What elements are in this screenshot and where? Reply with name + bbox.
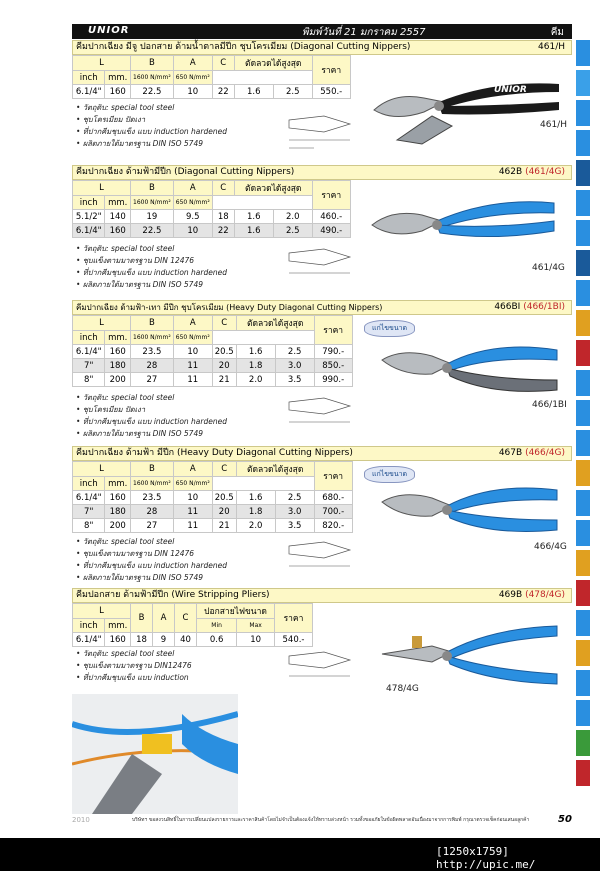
dimension-diagram <box>284 646 354 690</box>
side-tab <box>576 520 590 546</box>
side-tab <box>576 400 590 426</box>
product-code: 467B (466/4G) <box>498 448 565 458</box>
feature-notes: • วัตถุดิบ: special tool steel • ชุบแข็งตามมาตรฐาน DIN12476 • ที่ปากคีมชุบแข็ง แบบ induction <box>76 648 192 684</box>
print-date: พิมพ์วันที่ 21 มกราคม 2557 <box>302 27 426 38</box>
pliers-461h-head-image <box>392 110 472 150</box>
spec-table: L B A C ตัดลวดได้สูงสุด ราคา inch mm. 1600 N/mm² 650 N/mm² 6.1/4" 160 23.5 10 20.5 1.6 2.5 680.- 7" 180 28 11 20 1.8 3.0 700.- 8" 200 27 11 21 2.0 3.5 820.- <box>72 461 353 533</box>
side-tab <box>576 160 590 186</box>
size-revised-badge: แก่ไขขนาด <box>364 320 415 337</box>
col-l: L <box>73 56 131 71</box>
side-tab <box>576 70 590 96</box>
side-tab <box>576 340 590 366</box>
dimension-diagram <box>284 392 354 432</box>
dimension-diagram <box>284 110 354 154</box>
side-tab <box>576 670 590 696</box>
side-tab <box>576 610 590 636</box>
side-tab <box>576 130 590 156</box>
unior-logo: UNIOR <box>88 25 130 36</box>
price-cell: 990.- <box>314 373 352 387</box>
product-section-462b <box>72 165 572 295</box>
col-mm: mm. <box>105 71 131 85</box>
pliers-466-4g-image <box>372 476 562 546</box>
section-header <box>72 588 572 603</box>
price-cell: 700.- <box>314 505 352 519</box>
product-code: 462B (461/4G) <box>498 167 565 177</box>
price-cell: 790.- <box>314 345 352 359</box>
spec-table: L B A C ตัดลวดได้สูงสุด ราคา inch mm. 1600 N/mm² 650 N/mm² 5.1/2" 140 19 9.5 18 1.6 2.0 460.- 6.1/4" 160 22.5 10 22 1.6 2.5 490.- <box>72 180 351 238</box>
side-tab <box>576 640 590 666</box>
wire-stripper-478-4g-image <box>372 608 562 692</box>
col-b: B <box>131 56 174 71</box>
section-title: คีมปากเฉียง ด้ามฟ้ามีปีก (Diagonal Cutting Nippers) <box>76 167 295 177</box>
side-tab <box>576 460 590 486</box>
product-code: 461/H <box>538 42 565 52</box>
product-section-461h <box>72 40 572 158</box>
dimension-diagram <box>284 243 354 283</box>
col-max-cut: ตัดลวดได้สูงสุด <box>234 56 312 71</box>
product-section-469b <box>72 588 572 692</box>
footer-disclaimer: บริษัทฯ ขอสงวนสิทธิ์ในการเปลี่ยนแปลงรายการและราคาสินค้าโดยไม่จำเป็นต้องแจ้งให้ทราบล่วงหน้า รวมทั้งขออภัยในข้อผิดพลาดอันเนื่องมาจากการพิมพ์ กรุณาตรวจเช็คก่อนเสนอลูกค้า <box>132 817 530 823</box>
col-a: A <box>173 56 212 71</box>
side-tab <box>576 370 590 396</box>
section-header <box>72 300 572 315</box>
side-tab <box>576 430 590 456</box>
side-tab <box>576 220 590 246</box>
side-tab <box>576 580 590 606</box>
price-cell: 460.- <box>312 210 350 224</box>
col-inch: inch <box>73 71 105 85</box>
header-bar <box>72 24 572 39</box>
section-title: คีมปอกสาย ด้ามฟ้ามีปีก (Wire Stripping Pliers) <box>76 590 270 600</box>
section-header <box>72 40 572 55</box>
spec-table: L B A C ตัดลวดได้สูงสุด ราคา inch mm. 1600 N/mm² 650 N/mm² 6.1/4" 160 23.5 10 20.5 1.6 2.5 790.- 7" 180 28 11 20 1.8 3.0 850.- 8" 200 27 11 21 2.0 3.5 990.- <box>72 315 353 387</box>
usage-photo <box>72 694 238 814</box>
col-1600: 1600 N/mm² <box>131 71 174 85</box>
price-cell: 550.- <box>312 85 350 99</box>
spec-table: L B A C ปอกสายไฟขนาด ราคา inch mm. Min Max 6.1/4" 160 18 9 40 0.6 10 540.- <box>72 603 313 647</box>
side-tab <box>576 760 590 786</box>
category-label: คีม <box>550 27 564 38</box>
pliers-461-4g-image <box>362 185 562 265</box>
product-section-466bi <box>72 300 572 440</box>
size-revised-badge: แก่ไขขนาด <box>364 466 415 483</box>
pliers-466-1bi-image <box>372 330 562 410</box>
side-tab <box>576 550 590 576</box>
side-tab <box>576 730 590 756</box>
product-caption: 478/4G <box>386 684 419 694</box>
dimension-diagram <box>284 536 354 576</box>
feature-notes: • วัตถุดิบ: special tool steel • ชุบโครเมียม ปัดเงา • ที่ปากคีมชุบแข็ง แบบ induction hardened • ผลิตภายใต้มาตรฐาน DIN ISO 5749 <box>76 392 227 440</box>
feature-notes: • วัตถุดิบ: special tool steel • ชุบแข็งตามมาตรฐาน DIN 12476 • ที่ปากคีมชุบแข็ง แบบ induction hardened • ผลิตภายใต้มาตรฐาน DIN ISO 5749 <box>76 243 227 291</box>
side-tab <box>576 40 590 66</box>
price-cell: 820.- <box>314 519 352 533</box>
price-cell: 490.- <box>312 224 350 238</box>
page-number: 50 <box>558 814 572 825</box>
section-header <box>72 165 572 180</box>
spec-table: L B A C ตัดลวดได้สูงสุด ราคา inch mm. 1600 N/mm² 650 N/mm² 6.1/4" 160 22.5 10 22 1.6 2.5 550.- <box>72 55 351 99</box>
feature-notes: • วัตถุดิบ: special tool steel • ชุบแข็งตามมาตรฐาน DIN 12476 • ที่ปากคีมชุบแข็ง แบบ induction hardened • ผลิตภายใต้มาตรฐาน DIN ISO 5749 <box>76 536 227 584</box>
side-tab <box>576 490 590 516</box>
section-title: คีมปากเฉียง มีจู ปอกสาย ด้ามน้ำตาลมีปีก ชุบโครเมียม (Diagonal Cutting Nippers) <box>76 42 411 52</box>
product-section-467b <box>72 446 572 586</box>
product-code: 469B (478/4G) <box>498 590 565 600</box>
side-tab <box>576 190 590 216</box>
col-price: ราคา <box>312 56 350 85</box>
section-title: คีมปากเฉียง ด้ามฟ้า-เทา มีปีก ชุบโครเมียม (Heavy Duty Diagonal Cutting Nippers) <box>76 303 383 312</box>
side-tab <box>576 280 590 306</box>
col-c: C <box>212 56 234 71</box>
side-tabs <box>576 40 590 790</box>
price-cell: 680.- <box>314 491 352 505</box>
price-cell: 540.- <box>275 633 313 647</box>
side-tab <box>576 250 590 276</box>
side-tab <box>576 700 590 726</box>
feature-notes: • วัตถุดิบ: special tool steel • ชุบโครเมียม ปัดเงา • ที่ปากคีมชุบแข็ง แบบ induction hardened • ผลิตภายใต้มาตรฐาน DIN ISO 5749 <box>76 102 227 150</box>
side-tab <box>576 100 590 126</box>
side-tab <box>576 310 590 336</box>
product-caption: 461/4G <box>532 263 565 273</box>
section-header <box>72 446 572 461</box>
footer-year: 2010 <box>72 816 90 824</box>
section-title: คีมปากเฉียง ด้ามฟ้า มีปีก (Heavy Duty Diagonal Cutting Nippers) <box>76 448 353 458</box>
product-caption: 466/1BI <box>532 400 567 410</box>
product-caption: 466/4G <box>534 542 567 552</box>
product-caption: 461/H <box>540 120 567 130</box>
price-cell: 850.- <box>314 359 352 373</box>
col-650: 650 N/mm² <box>173 71 212 85</box>
handle-logo: UNIOR <box>494 85 527 95</box>
watermark: [1250x1759] http://upic.me/ <box>436 845 536 871</box>
product-code: 466BI (466/1BI) <box>494 302 565 312</box>
